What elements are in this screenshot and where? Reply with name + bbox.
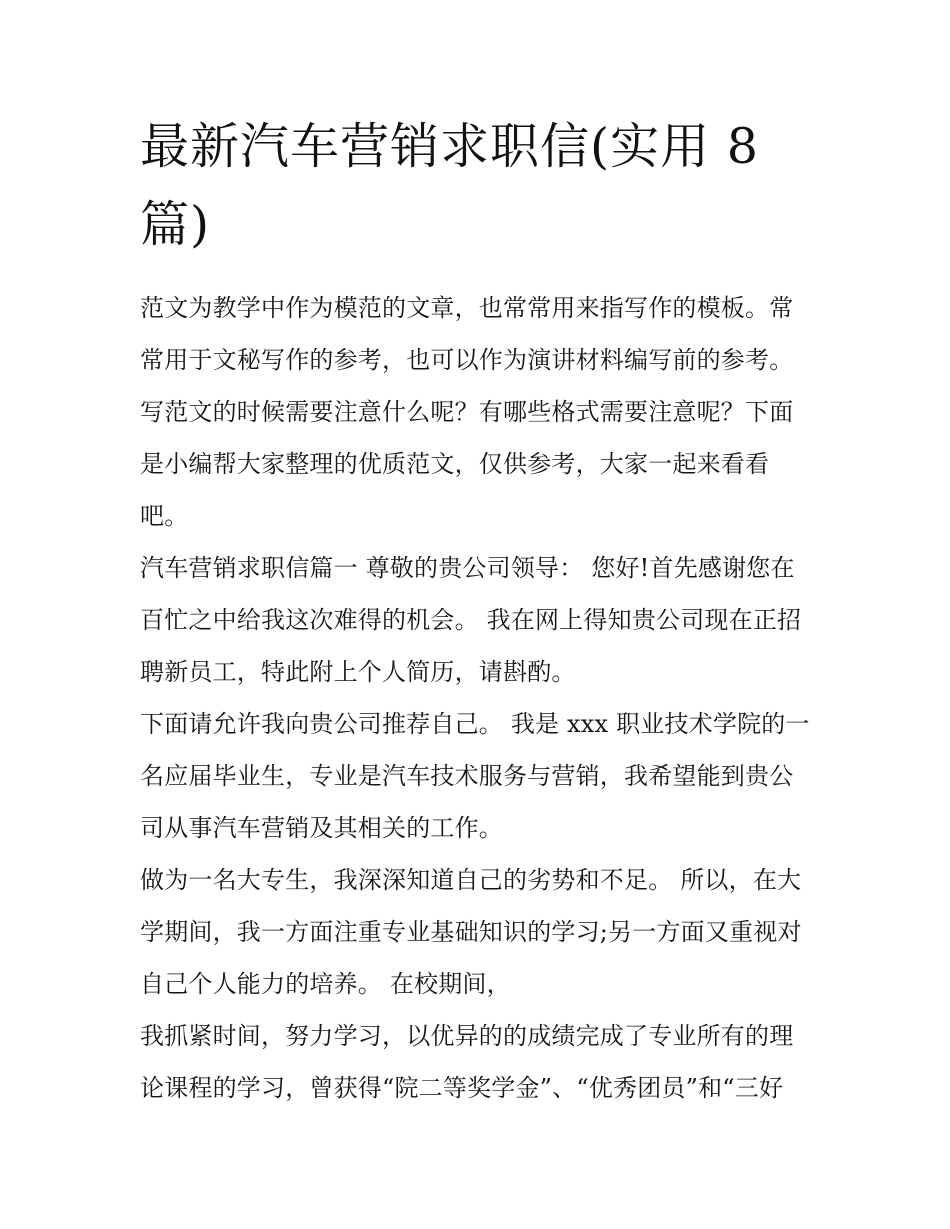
document-body [140,282,815,1114]
paragraph-greeting: 汽车营销求职信篇一 尊敬的贵公司领导： 您好!首先感谢您在百忙之中给我这次难得的机会。 我在网上得知贵公司现在正招聘新员工，特此附上个人简历，请斟酌。 [140,554,802,686]
paragraph-intro: 范文为教学中作为模范的文章，也常常用来指写作的模板。常常用于文秘写作的参考，也可以作为演讲材料编写前的参考。写范文的时候需要注意什么呢？有哪些格式需要注意呢？下面是小编帮大家整理的优质范文，仅供参考，大家一起来看看吧。 [140,294,794,530]
paragraph-self-introduction: 下面请允许我向贵公司推荐自己。 我是 xxx 职业技术学院的一名应届毕业生，专业是汽车技术服务与营销，我希望能到贵公司从事汽车营销及其相关的工作。 [140,710,810,842]
paragraph-achievements: 我抓紧时间，努力学习，以优异的的成绩完成了专业所有的理论课程的学习，曾获得“院二等奖学金”、“优秀团员”和“三好 [140,1022,794,1102]
document-title: 最新汽车营销求职信(实用 8 篇) [140,118,759,253]
paragraph-strengths: 做为一名大专生，我深深知道自己的劣势和不足。 所以，在大学期间，我一方面注重专业基础知识的学习;另一方面又重视对自己个人能力的培养。 在校期间， [140,866,802,998]
document-page [140,108,815,1114]
